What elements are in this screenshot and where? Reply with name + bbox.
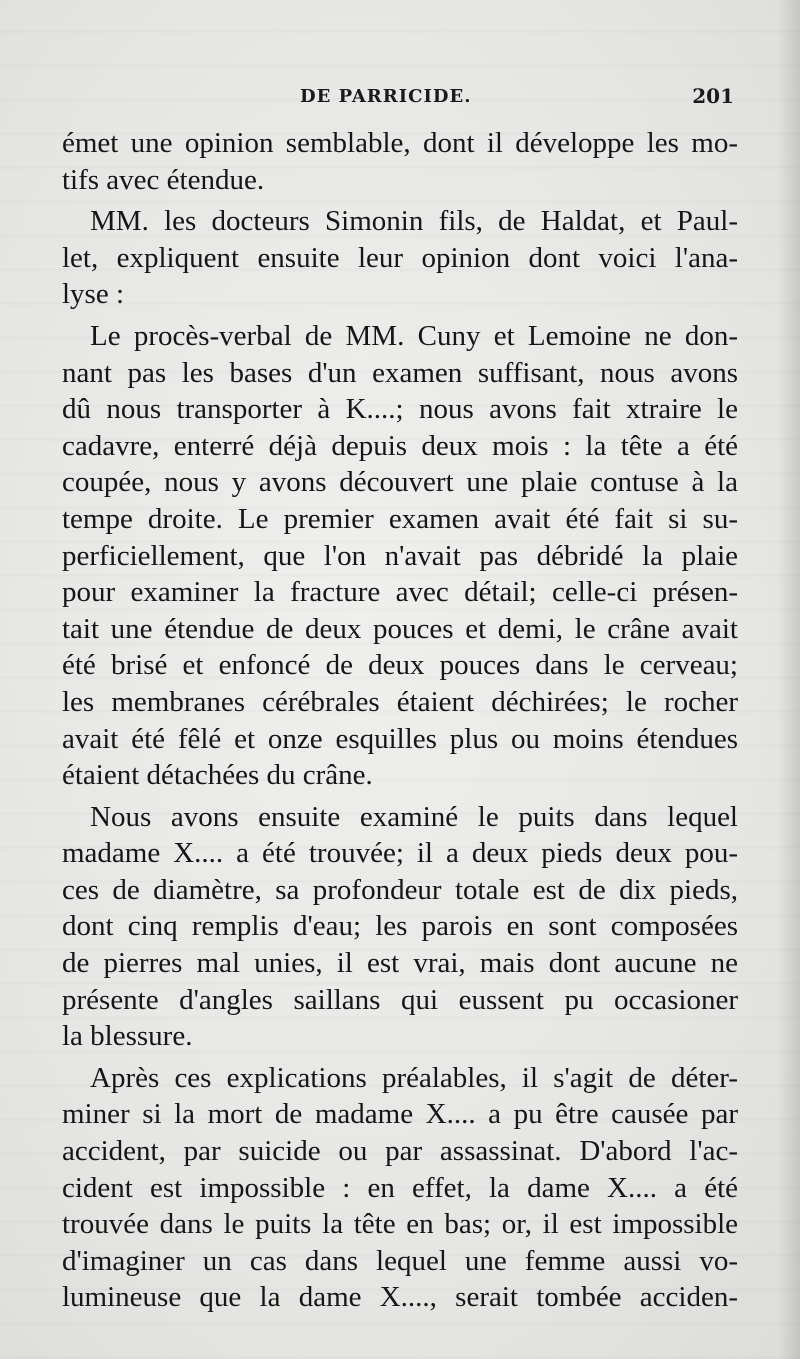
page-edge-shadow bbox=[778, 0, 800, 1359]
page-number: 201 bbox=[692, 84, 734, 108]
text-line: miner si la mort de madame X.... a pu être causée par bbox=[62, 1098, 738, 1131]
text-line: lyse : bbox=[62, 278, 125, 311]
text-line: ces de diamètre, sa profondeur totale est de dix pieds, bbox=[62, 873, 738, 906]
text-line: Le procès-verbal de MM. Cuny et Lemoine ne don- bbox=[90, 319, 738, 352]
running-head bbox=[62, 86, 738, 110]
text-line: Nous avons ensuite examiné le puits dans lequel bbox=[90, 800, 738, 833]
text-line: avait été fêlé et onze esquilles plus ou moins étendues bbox=[62, 722, 738, 755]
text-body bbox=[62, 125, 738, 1316]
text-line: nant pas les bases d'un examen suffisant, nous avons bbox=[62, 356, 738, 389]
text-line: madame X.... a été trouvée; il a deux pieds deux pou- bbox=[62, 837, 738, 870]
text-line: la blessure. bbox=[62, 1020, 193, 1053]
text-line: Après ces explications préalables, il s'agit de déter- bbox=[90, 1061, 738, 1094]
text-line: été brisé et enfoncé de deux pouces dans le cerveau; bbox=[62, 649, 738, 682]
text-line: MM. les docteurs Simonin fils, de Haldat, et Paul- bbox=[90, 205, 738, 238]
text-line: tait une étendue de deux pouces et demi, le crâne avait bbox=[62, 612, 738, 645]
running-title: DE PARRICIDE. bbox=[300, 86, 472, 107]
text-line: émet une opinion semblable, dont il développe les mo- bbox=[62, 127, 738, 159]
text-line: de pierres mal unies, il est vrai, mais dont aucune ne bbox=[62, 947, 738, 980]
text-line: d'imaginer un cas dans lequel une femme aussi vo- bbox=[62, 1244, 738, 1277]
text-line: dû nous transporter à K....; nous avons fait xtraire le bbox=[62, 393, 738, 426]
text-line: accident, par suicide ou par assassinat. D'abord l'ac- bbox=[62, 1135, 738, 1168]
text-line: coupée, nous y avons découvert une plaie contuse à la bbox=[62, 466, 738, 499]
text-line: présente d'angles saillans qui eussent pu occasioner bbox=[62, 983, 738, 1016]
text-line: les membranes cérébrales étaient déchirées; le rocher bbox=[62, 685, 738, 718]
text-line: lumineuse que la dame X...., serait tombée acciden- bbox=[62, 1281, 738, 1314]
text-line: cadavre, enterré déjà depuis deux mois : la tête a été bbox=[62, 429, 738, 462]
text-line: dont cinq remplis d'eau; les parois en sont composées bbox=[62, 910, 738, 943]
text-line: étaient détachées du crâne. bbox=[62, 759, 373, 792]
text-line: perficiellement, que l'on n'avait pas débridé la plaie bbox=[62, 539, 738, 572]
text-line: cident est impossible : en effet, la dame X.... a été bbox=[62, 1171, 738, 1204]
text-line: trouvée dans le puits la tête en bas; or, il est impossible bbox=[62, 1208, 738, 1241]
text-line: tempe droite. Le premier examen avait été fait si su- bbox=[62, 502, 738, 535]
text-line: pour examiner la fracture avec détail; celle-ci présen- bbox=[62, 576, 738, 609]
text-line: let, expliquent ensuite leur opinion dont voici l'ana- bbox=[62, 241, 738, 274]
text-line: tifs avec étendue. bbox=[62, 163, 265, 196]
